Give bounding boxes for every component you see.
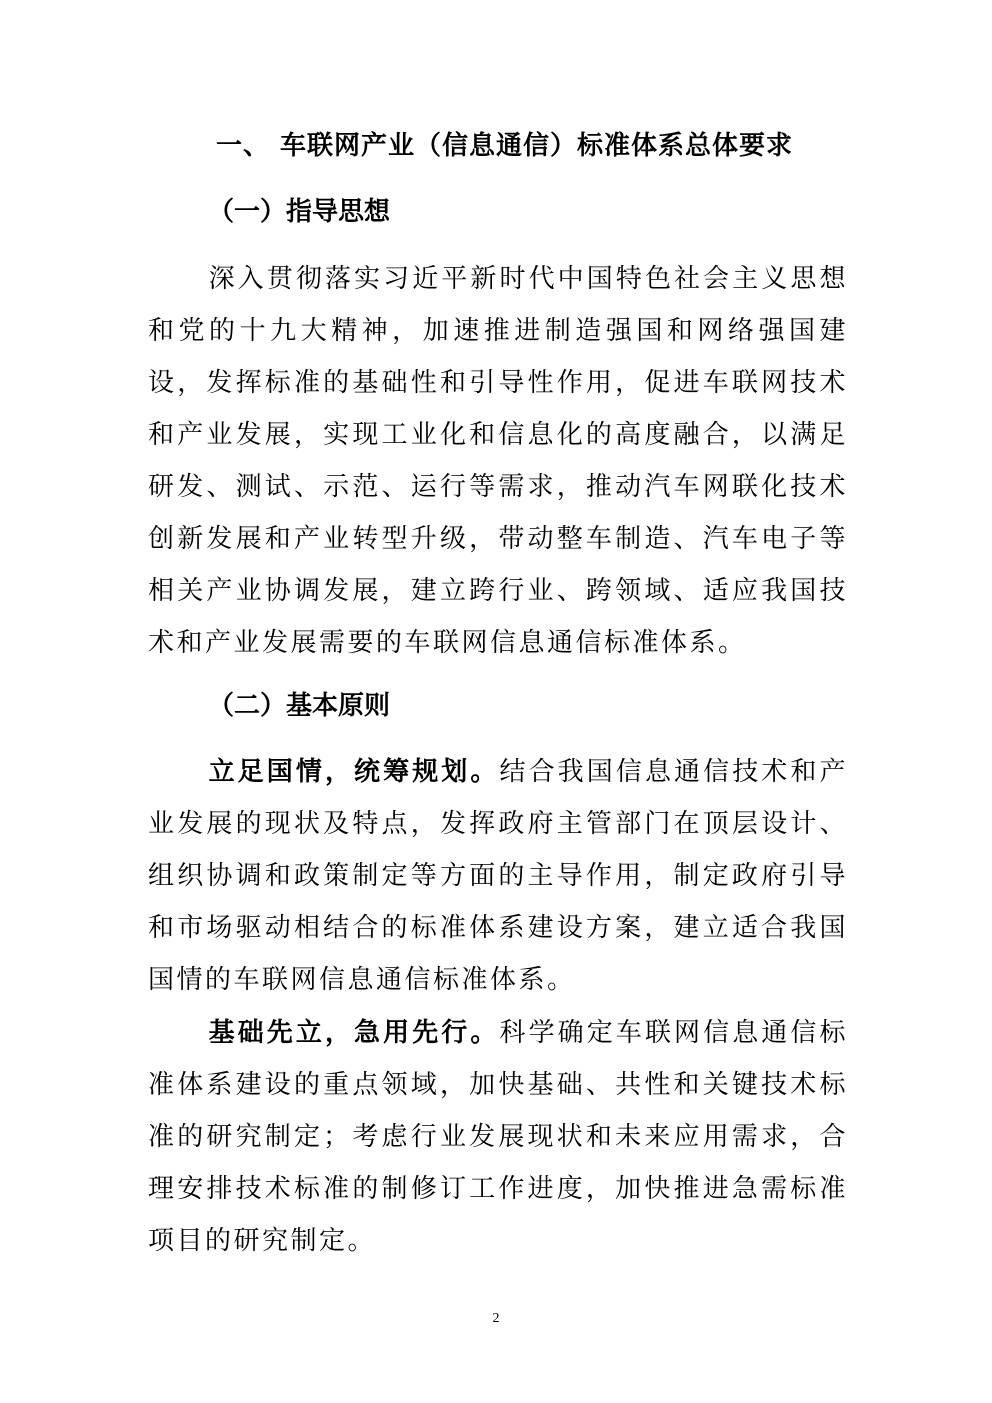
paragraph-guiding-ideology <box>148 253 848 669</box>
section-heading-basic-principles: （二）基本原则 <box>208 691 391 721</box>
principle-lead: 基础先立，急用先行。 <box>208 1018 500 1048</box>
principle-text: 结合我国信息通信技术和产业发展的现状及特点，发挥政府主管部门在顶层设计、组织协调和政策制定等方面的主导作用，制定政府引导和市场驱动相结合的标准体系建设方案，建立适合我国国情的车联网信息通信标准体系。 <box>148 757 848 995</box>
page-number: 2 <box>492 1311 500 1326</box>
paragraph-principle-2 <box>148 1007 848 1267</box>
chapter-heading: 一、 车联网产业（信息通信）标准体系总体要求 <box>216 131 794 161</box>
paragraph-principle-1 <box>148 746 848 1006</box>
section-heading-guiding-ideology: （一）指导思想 <box>208 197 391 227</box>
principle-lead: 立足国情，统筹规划。 <box>208 757 500 787</box>
paragraph-text: 深入贯彻落实习近平新时代中国特色社会主义思想和党的十九大精神，加速推进制造强国和网络强国建设，发挥标准的基础性和引导性作用，促进车联网技术和产业发展，实现工业化和信息化的高度融合，以满足研发、测试、示范、运行等需求，推动汽车网联化技术创新发展和产业转型升级，带动整车制造、汽车电子等相关产业协调发展，建立跨行业、跨领域、适应我国技术和产业发展需要的车联网信息通信标准体系。 <box>148 264 848 658</box>
principle-text: 科学确定车联网信息通信标准体系建设的重点领域，加快基础、共性和关键技术标准的研究制定；考虑行业发展现状和未来应用需求，合理安排技术标准的制修订工作进度，加快推进急需标准项目的研究制定。 <box>148 1018 848 1256</box>
